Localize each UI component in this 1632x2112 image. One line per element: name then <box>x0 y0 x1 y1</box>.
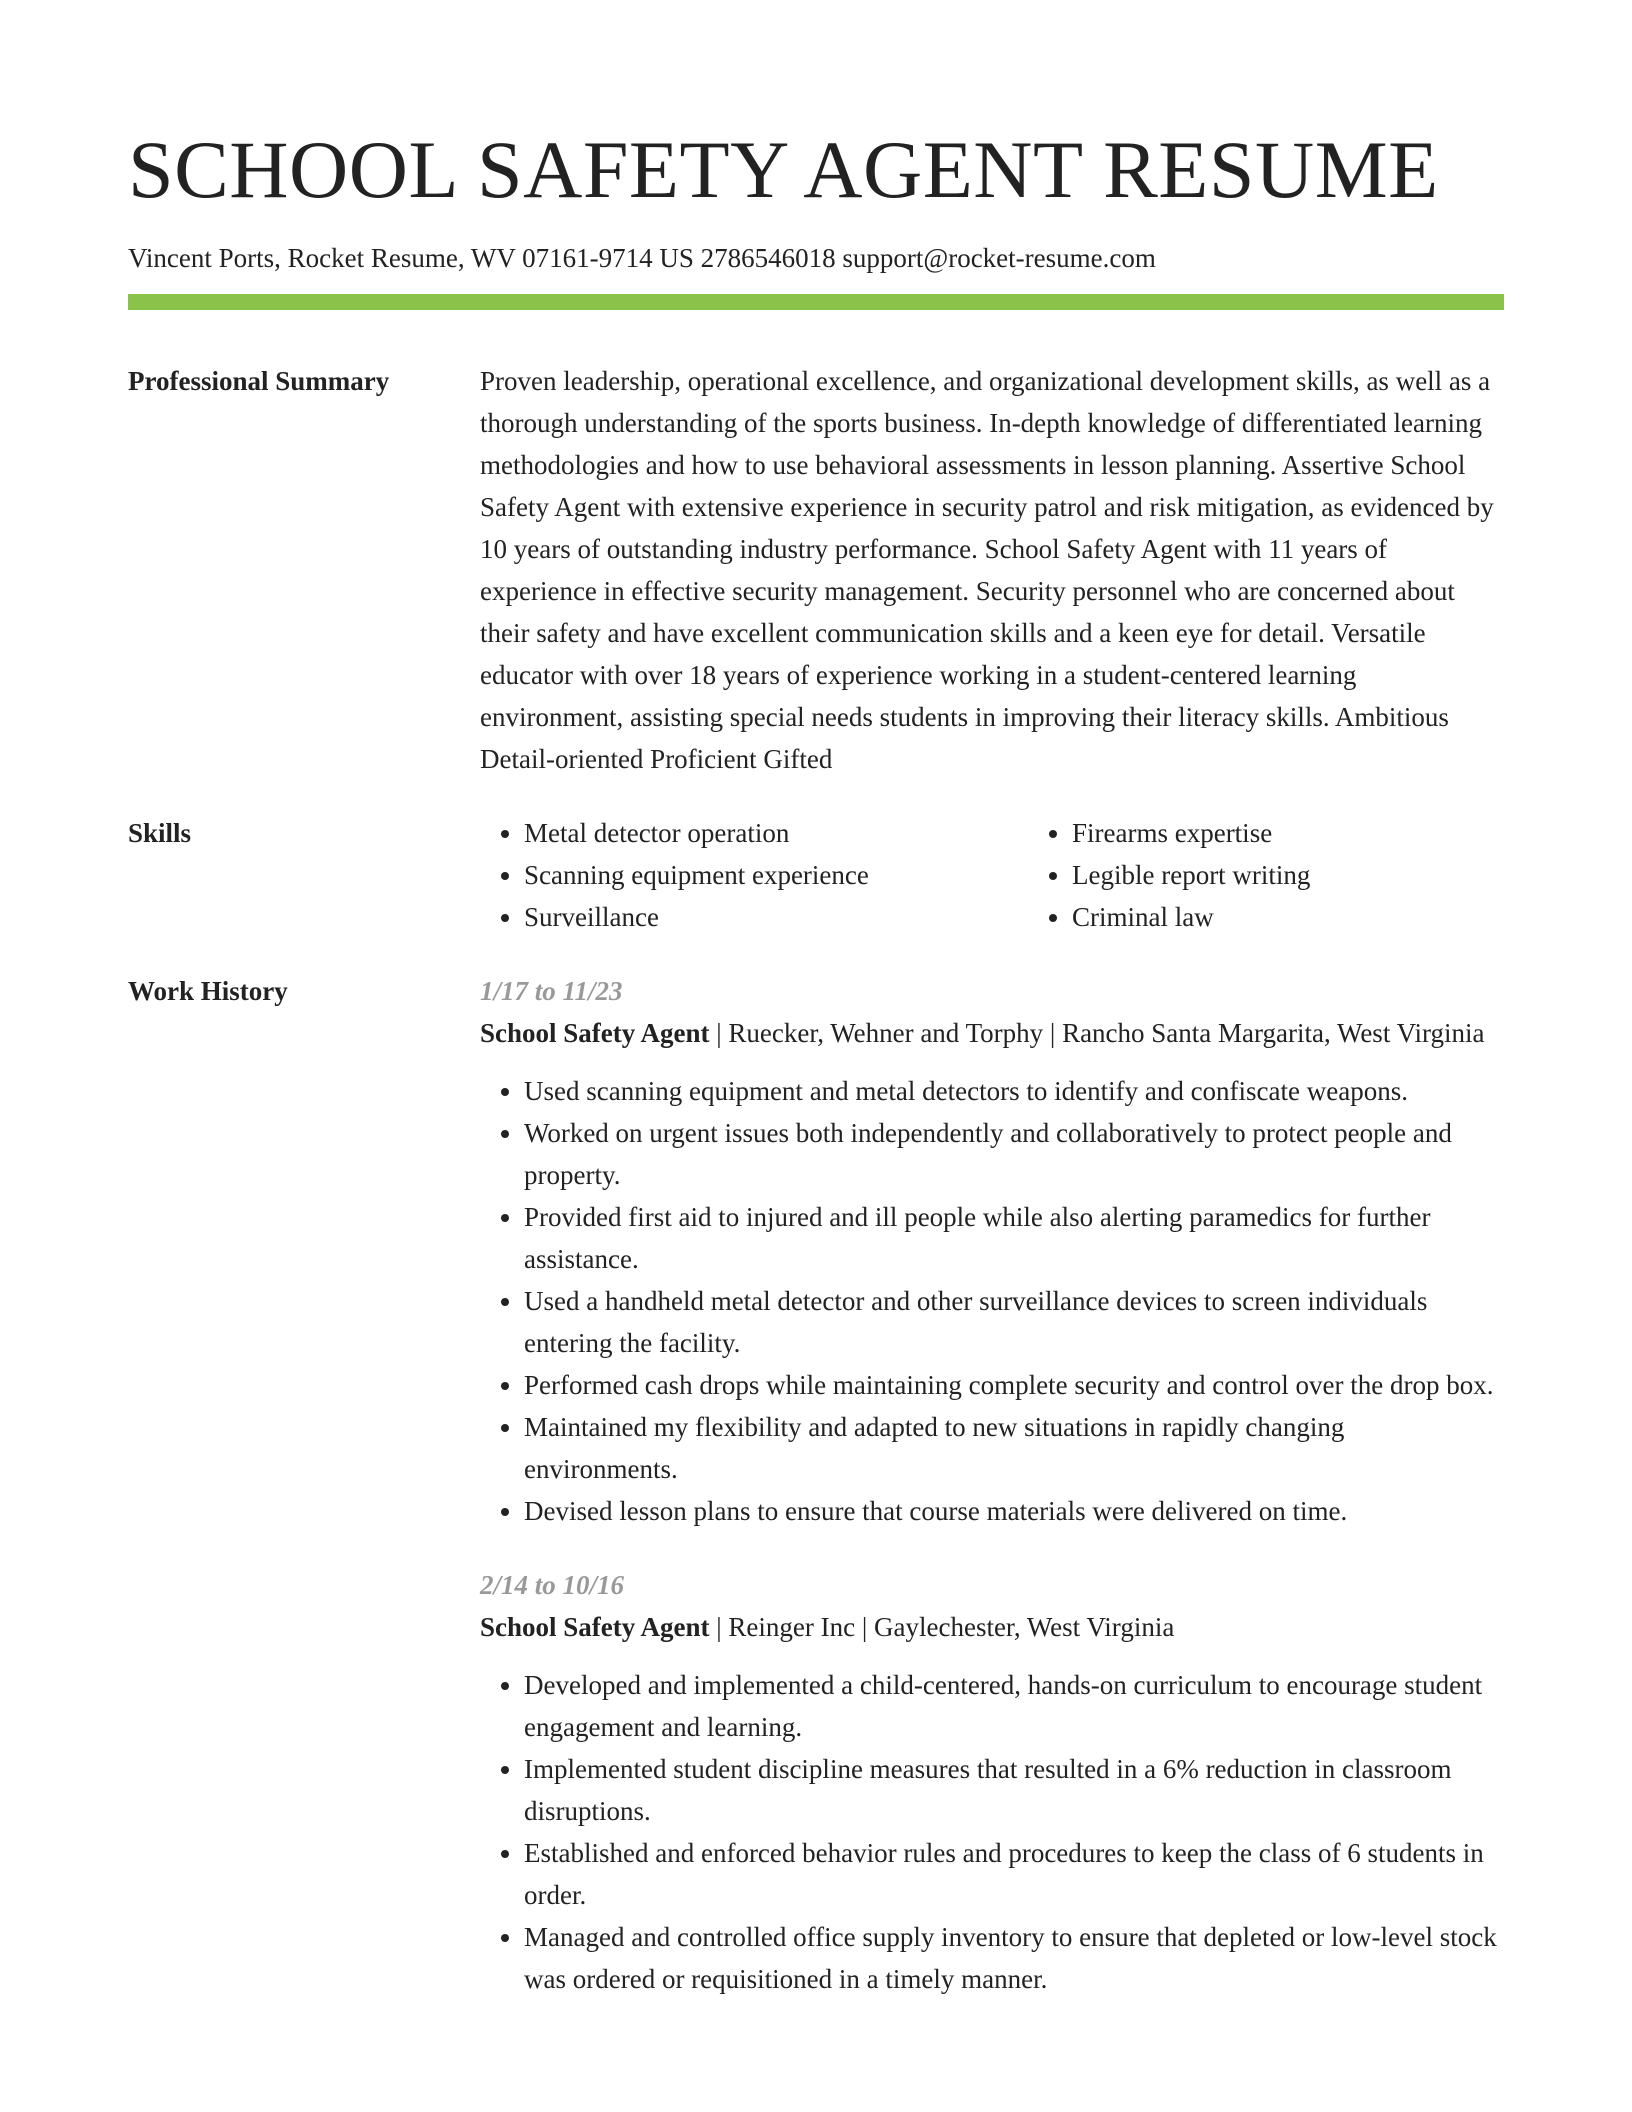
resume-title: SCHOOL SAFETY AGENT RESUME <box>128 124 1439 215</box>
skills-list-left <box>480 812 1028 938</box>
job-dates: 1/17 to 11/23 <box>480 976 623 1006</box>
section-heading-work: Work History <box>128 976 288 1006</box>
job-details: | Reinger Inc | Gaylechester, West Virginia <box>709 1612 1175 1642</box>
job-bullet-list <box>480 1664 1504 2000</box>
job-bullet: • Implemented student discipline measures that resulted in a 6% reduction in classroom disruptions. <box>524 1748 1504 1832</box>
professional-summary-section <box>128 360 1504 780</box>
section-heading-summary: Professional Summary <box>128 366 390 396</box>
skill-item: • Metal detector operation <box>524 812 1028 854</box>
resume-page <box>128 0 1504 2000</box>
job-bullet: • Devised lesson plans to ensure that course materials were delivered on time. <box>524 1490 1504 1532</box>
job-bullet: • Established and enforced behavior rules and procedures to keep the class of 6 students in order. <box>524 1832 1504 1916</box>
skill-item: • Legible report writing <box>1072 854 1576 896</box>
job-bullet: • Performed cash drops while maintaining complete security and control over the drop box. <box>524 1364 1504 1406</box>
accent-divider <box>128 294 1504 310</box>
section-heading-skills: Skills <box>128 818 192 848</box>
job-heading <box>480 1012 1504 1054</box>
job-bullet-list <box>480 1070 1504 1532</box>
job-bullet: • Provided first aid to injured and ill people while also alerting paramedics for further assistance. <box>524 1196 1504 1280</box>
job-bullet: • Used a handheld metal detector and other surveillance devices to screen individuals entering the facility. <box>524 1280 1504 1364</box>
job-dates: 2/14 to 10/16 <box>480 1570 625 1600</box>
job-bullet: • Used scanning equipment and metal detectors to identify and confiscate weapons. <box>524 1070 1504 1112</box>
job-entry <box>480 1564 1504 2000</box>
job-title: School Safety Agent <box>480 1018 710 1048</box>
skill-item: • Criminal law <box>1072 896 1576 938</box>
job-bullet: • Maintained my flexibility and adapted to new situations in rapidly changing environments. <box>524 1406 1504 1490</box>
job-bullet: • Developed and implemented a child-centered, hands-on curriculum to encourage student engagement and learning. <box>524 1664 1504 1748</box>
summary-text: Proven leadership, operational excellence, and organizational development skills, as well as a thorough understanding of the sports business. In-depth knowledge of differentiated learning methodologies and how to use behavioral assessments in lesson planning. Assertive School Safety Agent with extensive experience in security patrol and risk mitigation, as evidenced by 10 years of outstanding industry performance. School Safety Agent with 11 years of experience in effective security management. Security personnel who are concerned about their safety and have excellent communication skills and a keen eye for detail. Versatile educator with over 18 years of experience working in a student-centered learning environment, assisting special needs students in improving their literacy skills. Ambitious Detail-oriented Proficient Gifted <box>480 366 1494 774</box>
job-bullet: • Worked on urgent issues both independently and collaboratively to protect people and property. <box>524 1112 1504 1196</box>
job-title: School Safety Agent <box>480 1612 710 1642</box>
skills-list-right <box>1028 812 1576 938</box>
skill-item: • Firearms expertise <box>1072 812 1576 854</box>
skills-grid <box>480 812 1504 938</box>
job-bullet: • Managed and controlled office supply inventory to ensure that depleted or low-level stock was ordered or requisitioned in a timely manner. <box>524 1916 1504 2000</box>
skill-item: • Scanning equipment experience <box>524 854 1028 896</box>
contact-line: Vincent Ports, Rocket Resume, WV 07161-9714 US 2786546018 support@rocket-resume.com <box>128 243 1156 273</box>
job-heading <box>480 1606 1504 1648</box>
job-entry <box>480 970 1504 1532</box>
job-details: | Ruecker, Wehner and Torphy | Rancho Santa Margarita, West Virginia <box>709 1018 1485 1048</box>
skills-section <box>128 812 1504 938</box>
skill-item: • Surveillance <box>524 896 1028 938</box>
work-history-section <box>128 970 1504 2000</box>
